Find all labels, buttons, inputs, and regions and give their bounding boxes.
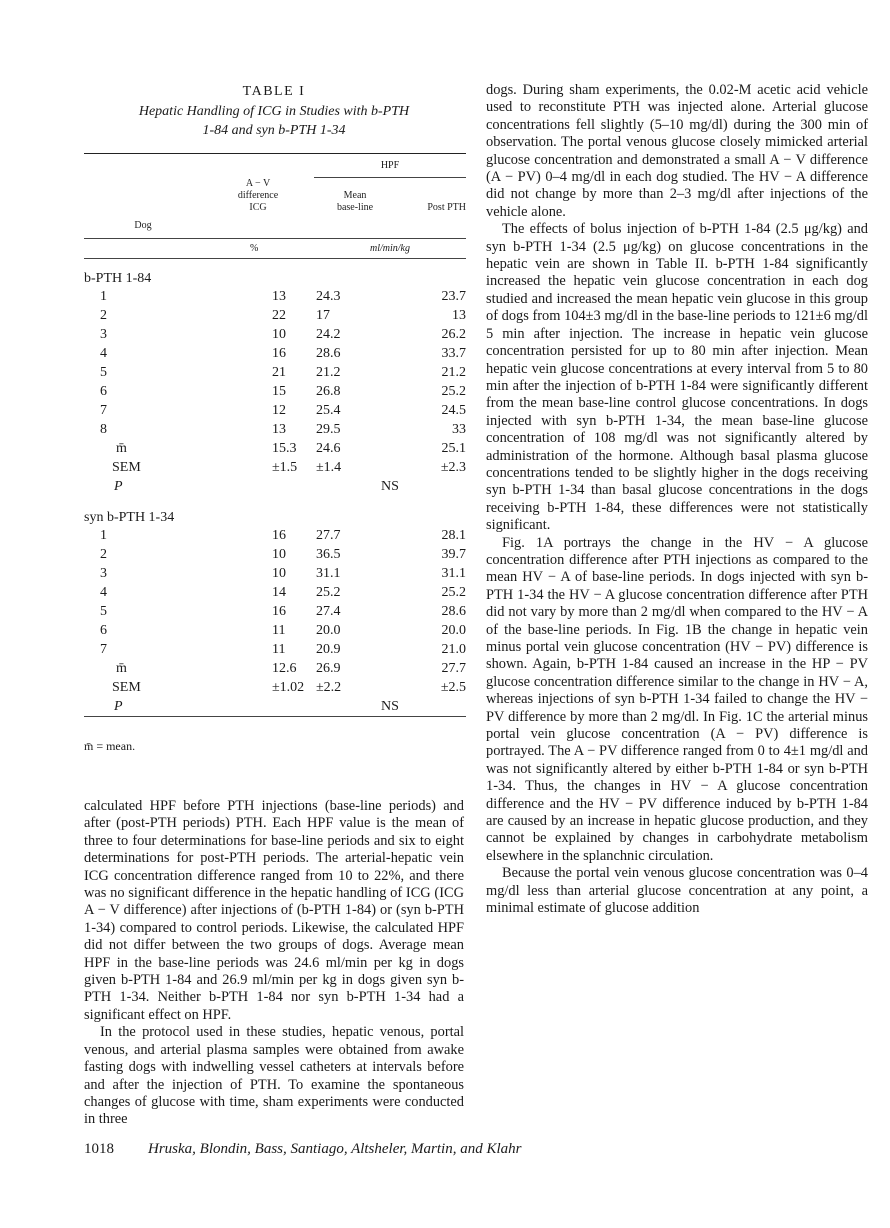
dog-cell: 3 xyxy=(100,327,107,342)
baseline-cell: 28.6 xyxy=(316,346,341,361)
sem-row xyxy=(84,458,466,477)
table-row xyxy=(84,325,466,344)
p-value: NS xyxy=(381,479,399,494)
header-av-line: A − V xyxy=(245,178,271,189)
dog-cell: 2 xyxy=(100,547,107,562)
sem-row xyxy=(84,678,466,697)
table-row xyxy=(84,583,466,602)
dog-cell: 1 xyxy=(100,289,107,304)
body-paragraph: dogs. During sham experiments, the 0.02-M acetic acid vehicle used to reconstitute PTH was injected alone. Arterial glucose concentrations fell slightly (5–10 mg/dl) during the 300 min of observation. The portal venous glucose closely mimicked arterial glucose concentration and demonstrated a small A − V difference (A − PV) 0–4 mg/dl in each dog studied. The HV − A difference did not change by more than 2–3 mg/dl after injections of the vehicle alone. xyxy=(486,82,868,220)
post-pth-cell: 28.1 xyxy=(441,528,466,543)
body-paragraph: calculated HPF before PTH injections (base-line periods) and after (post-PTH periods) PTH. Each HPF value is the mean of three to four determinations for base-line periods and six to eight determinations for post-PTH periods. The arterial-hepatic vein ICG concentration difference ranged from 10 to 22%, and there was no significant difference in the hepatic handling of ICG (ICG A − V difference) after injections of (b-PTH 1-84) or (syn b-PTH 1-34) compared to control periods. Likewise, the calculated HPF did not differ between the two groups of dogs. Average mean HPF in the base-line periods was 24.6 ml/min per kg in dogs given b-PTH 1-84 and 26.9 ml/min per kg in dogs given syn b-PTH 1-34. Neither b-PTH 1-84 nor syn b-PTH 1-34 had a significant effect on HPF. xyxy=(84,798,464,1023)
body-paragraph: In the protocol used in these studies, hepatic venous, portal venous, and arterial plasma samples were obtained from awake fasting dogs with indwelling vessel catheters at intervals before and after the injection of PTH. To examine the spontaneous changes of glucose with time, sham experiments were conducted in three xyxy=(84,1024,464,1128)
group-label: syn b-PTH 1-34 xyxy=(84,510,175,525)
p-value: NS xyxy=(381,699,399,714)
icg-cell: 13 xyxy=(272,422,286,437)
dog-cell: 1 xyxy=(100,528,107,543)
post-pth-cell: 31.1 xyxy=(441,566,466,581)
icg-cell: ±1.5 xyxy=(272,460,298,475)
p-label: P xyxy=(114,699,123,714)
post-pth-cell: 21.2 xyxy=(441,365,466,380)
running-authors: Hruska, Blondin, Bass, Santiago, Altsheler, Martin, and Klahr xyxy=(148,1141,522,1157)
p-label: P xyxy=(114,479,123,494)
dog-cell: 7 xyxy=(100,403,107,418)
dog-cell: 3 xyxy=(100,566,107,581)
table-row xyxy=(84,420,466,439)
table-row xyxy=(84,306,466,325)
dog-cell: 6 xyxy=(100,384,107,399)
baseline-cell: 20.0 xyxy=(316,623,341,638)
post-pth-cell: 23.7 xyxy=(441,289,466,304)
right-column xyxy=(486,82,868,918)
p-row xyxy=(84,477,466,496)
baseline-cell: ±2.2 xyxy=(316,680,342,695)
header-mean-baseline xyxy=(314,178,396,221)
page-number: 1018 xyxy=(84,1141,114,1157)
dog-cell: 7 xyxy=(100,642,107,657)
post-pth-cell: 27.7 xyxy=(441,661,466,676)
body-paragraph: The effects of bolus injection of b-PTH 1-84 (2.5 μg/kg) and syn b-PTH 1-34 (2.5 μg/kg) on glucose concentrations in the hepatic vein are shown in Table II. b-PTH 1-84 significantly increased the hepatic vein glucose concentration in each dog studied and increased the mean hepatic vein glucose in this group of dogs from 104±3 mg/dl in the base-line periods to 121±6 mg/dl 5 min after injection. The increase in hepatic vein glucose concentration persisted for up to 80 min after injection. Mean hepatic vein glucose concentrations at every interval from 5 to 80 min after the injection of b-PTH 1-84 were significantly different from the mean base-line control glucose concentrations. In dogs injected with syn b-PTH 1-34, the mean base-line glucose concentration of 108 mg/dl was not significantly altered by administration of the hormone. Although basal plasma glucose concentrations tended to be slightly higher in the dogs receiving syn b-PTH 1-34 than basal glucose concentrations in the dogs receiving b-PTH 1-84, these differences were not statistically significant. xyxy=(486,221,868,534)
post-pth-cell: 33.7 xyxy=(441,346,466,361)
icg-cell: 14 xyxy=(272,585,286,600)
group-label: b-PTH 1-84 xyxy=(84,271,152,286)
dog-cell: 6 xyxy=(100,623,107,638)
icg-cell: ±1.02 xyxy=(272,680,305,695)
table-title: TABLE I xyxy=(242,84,306,99)
unit-hpf: ml/min/kg xyxy=(314,239,466,259)
dog-cell: 2 xyxy=(100,308,107,323)
post-pth-cell: ±2.3 xyxy=(440,460,466,475)
icg-cell: 12.6 xyxy=(272,661,297,676)
left-column xyxy=(84,82,464,1129)
dog-cell: 5 xyxy=(100,365,107,380)
baseline-cell: 17 xyxy=(316,308,330,323)
icg-cell: 11 xyxy=(272,642,286,657)
post-pth-cell: 24.5 xyxy=(441,403,466,418)
dog-cell: 4 xyxy=(100,585,107,600)
icg-cell: 12 xyxy=(272,403,286,418)
table-row xyxy=(84,344,466,363)
baseline-cell: 20.9 xyxy=(316,642,341,657)
dog-cell: 8 xyxy=(100,422,107,437)
post-pth-cell: 26.2 xyxy=(441,327,466,342)
table-row xyxy=(84,564,466,583)
header-mean-line: base-line xyxy=(336,202,374,213)
table-row xyxy=(84,621,466,640)
mean-row xyxy=(84,439,466,458)
table-row xyxy=(84,287,466,306)
mean-row xyxy=(84,659,466,678)
baseline-cell: 24.2 xyxy=(316,327,341,342)
table-row xyxy=(84,602,466,621)
table-row xyxy=(84,545,466,564)
baseline-cell: ±1.4 xyxy=(316,460,342,475)
page-footer xyxy=(84,1141,874,1158)
post-pth-cell: 28.6 xyxy=(441,604,466,619)
baseline-cell: 36.5 xyxy=(316,547,341,562)
icg-cell: 15 xyxy=(272,384,286,399)
baseline-cell: 31.1 xyxy=(316,566,341,581)
baseline-cell: 27.7 xyxy=(316,528,341,543)
table-caption-line: Hepatic Handling of ICG in Studies with b-PTH xyxy=(138,104,410,119)
mean-label: m̄ xyxy=(116,441,127,456)
icg-cell: 22 xyxy=(272,308,286,323)
baseline-cell: 24.6 xyxy=(316,441,341,456)
header-av-icg xyxy=(202,154,314,221)
dog-cell: 4 xyxy=(100,346,107,361)
header-hpf: HPF xyxy=(314,154,466,178)
post-pth-cell: 25.1 xyxy=(441,441,466,456)
baseline-cell: 25.4 xyxy=(316,403,341,418)
icg-cell: 10 xyxy=(272,547,286,562)
post-pth-cell: 13 xyxy=(452,308,466,323)
baseline-cell: 25.2 xyxy=(316,585,341,600)
mean-label: m̄ xyxy=(116,661,127,676)
icg-cell: 15.3 xyxy=(272,441,297,456)
post-pth-cell: 25.2 xyxy=(441,585,466,600)
header-mean-line: Mean xyxy=(343,190,367,201)
data-table xyxy=(84,153,466,723)
sem-label: SEM xyxy=(112,460,141,475)
icg-cell: 21 xyxy=(272,365,286,380)
body-paragraph: Fig. 1A portrays the change in the HV − A glucose concentration difference after PTH injections as compared to the mean HV − A of base-line periods. In dogs injected with syn b-PTH 1-34 the HV − A glucose concentration difference after PTH did not vary by more than 2 mg/dl when compared to the HV − A of the base-line periods. In Fig. 1B the change in hepatic vein minus portal vein glucose concentration (HV − PV) difference is shown. Again, b-PTH 1-84 caused an increase in the HP − PV glucose concentration difference similar to the change in HV − A, whereas injections of syn b-PTH 1-34 failed to change the HV − PV difference by more than 2 mg/dl. In Fig. 1C the arterial minus portal vein glucose concentration (A − PV) difference is portrayed. The A − PV difference ranged from 0 to 4±1 mg/dl and was not significantly altered by either b-PTH 1-84 or syn b-PTH 1-34. Thus, the changes in HV − A glucose concentration difference and the HV − PV difference induced by b-PTH 1-84 are caused by an increase in hepatic glucose production, and they cannot be explained by changes in carbohydrate metabolism elsewhere in the splanchnic circulation. xyxy=(486,534,868,864)
icg-cell: 10 xyxy=(272,566,286,581)
post-pth-cell: 33 xyxy=(452,422,466,437)
unit-percent: % xyxy=(202,239,314,259)
post-pth-cell: ±2.5 xyxy=(440,680,466,695)
post-pth-cell: 25.2 xyxy=(441,384,466,399)
icg-cell: 11 xyxy=(272,623,286,638)
table-row xyxy=(84,382,466,401)
dog-cell: 5 xyxy=(100,604,107,619)
table-row xyxy=(84,640,466,659)
baseline-cell: 26.8 xyxy=(316,384,341,399)
table-caption xyxy=(102,102,446,140)
header-av-line: difference xyxy=(237,190,279,201)
post-pth-cell: 20.0 xyxy=(441,623,466,638)
post-pth-cell: 39.7 xyxy=(441,547,466,562)
group-syn-b-pth-1-34 xyxy=(84,496,466,723)
table-row xyxy=(84,363,466,382)
header-dog: Dog xyxy=(134,220,152,231)
post-pth-cell: 21.0 xyxy=(441,642,466,657)
table-row xyxy=(84,526,466,545)
baseline-cell: 27.4 xyxy=(316,604,341,619)
table-footnote: m̄ = mean. xyxy=(84,739,136,753)
body-paragraph: Because the portal vein venous glucose concentration was 0–4 mg/dl less than arterial glucose concentration at any point, a minimal estimate of glucose addition xyxy=(486,865,868,917)
baseline-cell: 26.9 xyxy=(316,661,341,676)
table-caption-line: 1-84 and syn b-PTH 1-34 xyxy=(202,123,346,138)
icg-cell: 16 xyxy=(272,528,286,543)
icg-cell: 16 xyxy=(272,604,286,619)
p-row xyxy=(84,697,466,717)
icg-cell: 10 xyxy=(272,327,286,342)
group-b-pth-1-84 xyxy=(84,265,466,496)
header-av-line: ICG xyxy=(249,202,267,213)
sem-label: SEM xyxy=(112,680,141,695)
baseline-cell: 21.2 xyxy=(316,365,341,380)
table-row xyxy=(84,401,466,420)
baseline-cell: 24.3 xyxy=(316,289,341,304)
icg-cell: 16 xyxy=(272,346,286,361)
icg-cell: 13 xyxy=(272,289,286,304)
baseline-cell: 29.5 xyxy=(316,422,341,437)
header-post-pth: Post PTH xyxy=(427,202,466,213)
